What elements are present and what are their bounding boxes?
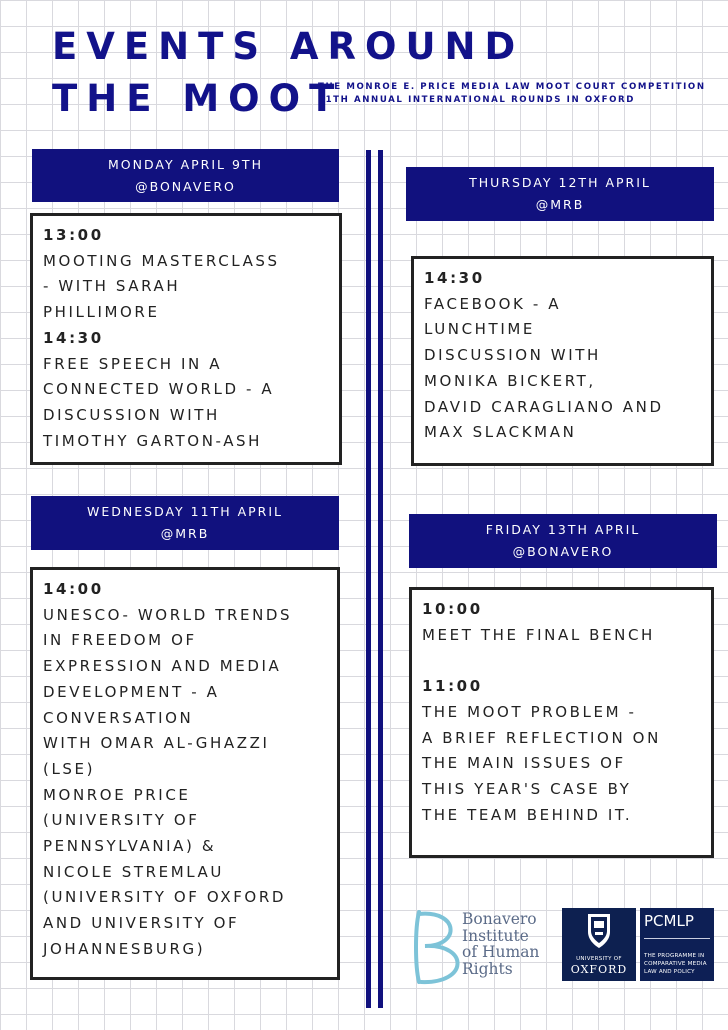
bonavero-line-3: of Human [462, 943, 540, 961]
friday-events-box [409, 587, 714, 858]
event-text-line: (UNIVERSITY OF OXFORD [43, 888, 287, 907]
event-text-line: THE MOOT PROBLEM - [422, 702, 637, 721]
wednesday-header-date: WEDNESDAY 11TH APRIL [87, 504, 283, 519]
friday-header-date: FRIDAY 13TH APRIL [485, 522, 641, 537]
event-text-line: MEET THE FINAL BENCH [422, 625, 655, 644]
bonavero-line-2: Institute [462, 926, 529, 945]
event-text-line: IN FREEDOM OF [43, 631, 197, 650]
event-text-line: - WITH SARAH [43, 277, 181, 296]
thursday-header-date: THURSDAY 12TH APRIL [469, 175, 651, 190]
column-divider-right [378, 150, 383, 1008]
monday-header [32, 149, 339, 202]
bonavero-line-1: Bonavero [462, 910, 537, 928]
pcmlp-logo [640, 908, 714, 981]
event-text-line: EXPRESSION AND MEDIA [43, 657, 282, 676]
oxford-big-text: OXFORD [570, 963, 628, 976]
event-text-line: MAX SLACKMAN [424, 423, 577, 442]
subtitle-line-2: 11TH ANNUAL INTERNATIONAL ROUNDS IN OXFORD [318, 95, 636, 105]
spacer [422, 648, 701, 674]
event-text-line: PHILLIMORE [43, 303, 160, 322]
event-text-line: AND UNIVERSITY OF [43, 914, 240, 933]
pcmlp-description [644, 952, 712, 976]
oxford-logo [562, 908, 636, 981]
event-text-line: DEVELOPMENT - A [43, 682, 220, 701]
friday-header [409, 514, 717, 568]
thursday-header-venue: @MRB [535, 197, 585, 212]
event-text-line: UNESCO- WORLD TRENDS [43, 605, 293, 624]
event-text-line: THE MAIN ISSUES OF [422, 754, 626, 773]
event-text-line: MOOTING MASTERCLASS [43, 251, 280, 270]
event-time: 14:30 [43, 328, 104, 347]
event-text-line: MONIKA BICKERT, [424, 371, 596, 390]
wednesday-header-venue: @MRB [160, 526, 210, 541]
event-text-line: FACEBOOK - A [424, 294, 562, 313]
pcmlp-desc-line-3: LAW AND POLICY [644, 969, 695, 975]
event-text-line: NICOLE STREMLAU [43, 862, 224, 881]
monday-events-box [30, 213, 342, 465]
thursday-header [406, 167, 714, 221]
event-text-line: CONNECTED WORLD - A [43, 380, 275, 399]
subtitle [318, 81, 706, 107]
event-text-line: MONROE PRICE [43, 785, 191, 804]
monday-header-venue: @BONAVERO [135, 178, 236, 194]
pcmlp-desc-line-1: THE PROGRAMME IN [644, 953, 705, 959]
pcmlp-rule [644, 938, 710, 939]
event-text-line: DISCUSSION WITH [43, 405, 220, 424]
event-text-line: THE TEAM BEHIND IT. [422, 805, 633, 824]
event-time: 10:00 [422, 600, 483, 618]
event-text-line: DISCUSSION WITH [424, 346, 601, 365]
oxford-small-text: UNIVERSITY OF [576, 956, 622, 962]
event-text-line: CONVERSATION [43, 708, 194, 727]
wednesday-header [31, 496, 339, 550]
monday-header-date: MONDAY APRIL 9TH [108, 156, 263, 172]
page-title-line-2: THE MOOT [52, 77, 344, 120]
pcmlp-desc-line-2: COMPARATIVE MEDIA [644, 961, 707, 967]
event-text-line: (UNIVERSITY OF [43, 811, 200, 830]
column-divider-left [366, 150, 371, 1008]
event-text-line: JOHANNESBURG) [43, 939, 206, 958]
event-text-line: WITH OMAR AL-GHAZZI [43, 734, 270, 753]
event-text-line: THIS YEAR'S CASE BY [422, 779, 632, 798]
event-text-line: FREE SPEECH IN A [43, 354, 223, 373]
event-time: 11:00 [422, 677, 483, 696]
subtitle-line-1: THE MONROE E. PRICE MEDIA LAW MOOT COURT COMPETITION [318, 82, 706, 92]
pcmlp-name: PCMLP [644, 912, 694, 930]
event-time: 14:30 [424, 269, 485, 287]
event-text-line: A BRIEF REFLECTION ON [422, 728, 661, 747]
friday-header-venue: @BONAVERO [512, 544, 614, 559]
oxford-crest-icon [562, 908, 636, 954]
event-text-line: PENNSYLVANIA) & [43, 837, 217, 856]
wednesday-events-box [30, 567, 340, 980]
event-time: 14:00 [43, 580, 104, 598]
thursday-events-box [411, 256, 714, 466]
bonavero-logo-text [462, 911, 539, 977]
bonavero-line-4: Rights [462, 959, 513, 978]
event-text-line: DAVID CARAGLIANO AND [424, 397, 664, 416]
event-text-line: TIMOTHY GARTON-ASH [43, 431, 263, 450]
event-text-line: LUNCHTIME [424, 320, 535, 339]
event-text-line: (LSE) [43, 759, 96, 778]
event-time: 13:00 [43, 226, 104, 244]
page-title-line-1: EVENTS AROUND [52, 25, 525, 68]
